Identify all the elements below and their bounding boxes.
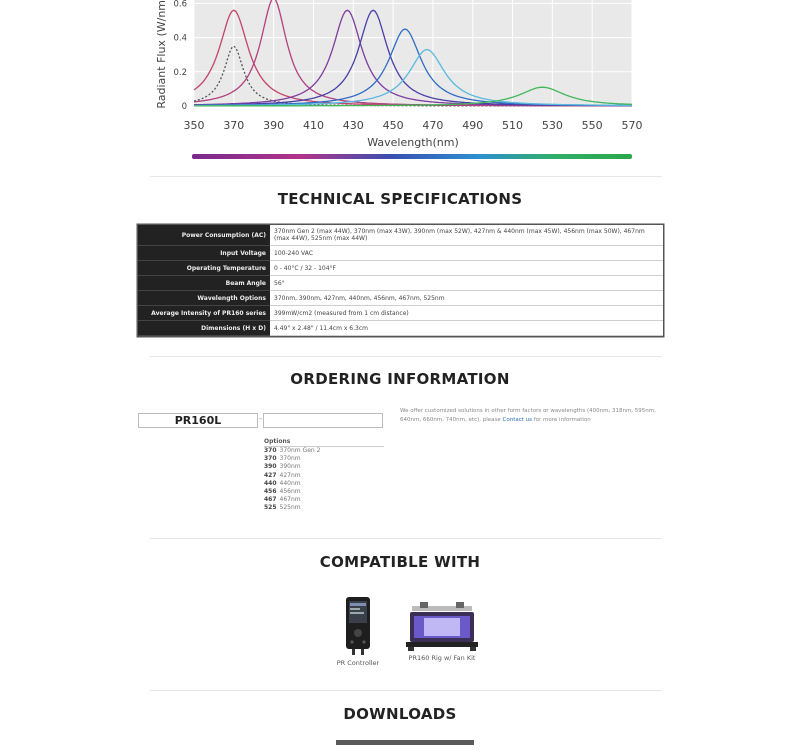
spec-value: 399mW/cm2 (measured from 1 cm distance)	[270, 306, 663, 321]
model-number-box: PR160L	[138, 413, 258, 428]
option-label: 525nm	[279, 504, 301, 512]
product-label: PR Controller	[336, 659, 380, 667]
spectrum-chart	[150, 0, 650, 160]
spec-key: Dimensions (H x D)	[138, 321, 270, 336]
option-label: 467nm	[279, 496, 301, 504]
spec-value: 370nm Gen 2 (max 44W), 370nm (max 43W), 390nm (max 52W), 427nm & 440nm (max 45W), 456nm (max 50W), 467nm (max 44W), 525nm (max 44W)	[270, 225, 663, 246]
option-item	[264, 480, 320, 488]
spec-key: Input Voltage	[138, 246, 270, 261]
y-tick-label: 0.6	[173, 0, 187, 10]
ordering-info-title: ORDERING INFORMATION	[290, 370, 510, 388]
spec-row	[138, 225, 663, 246]
note-text: We offer customized solutions in other form factors or wavelengths (400nm, 318nm, 595nm, 640nm, 660nm, 740nm, etc), please	[400, 408, 656, 423]
technical-specs-title: TECHNICAL SPECIFICATIONS	[277, 190, 523, 208]
x-tick-label: 530	[541, 119, 563, 132]
options-heading: Options	[264, 438, 291, 445]
option-item	[264, 496, 320, 504]
option-item	[264, 455, 320, 463]
option-select-box[interactable]	[263, 413, 383, 428]
x-tick-label: 350	[183, 119, 205, 132]
product-label: PR160 Rig w/ Fan Kit	[408, 654, 476, 662]
option-label: 440nm	[279, 479, 301, 487]
x-tick-label: 490	[462, 119, 484, 132]
divider	[150, 538, 662, 539]
x-tick-label: 390	[263, 119, 285, 132]
spec-value: 370nm, 390nm, 427nm, 440nm, 456nm, 467nm, 525nm	[270, 291, 663, 306]
x-tick-label: 430	[342, 119, 364, 132]
option-code: 427	[264, 471, 277, 479]
downloads-title: DOWNLOADS	[343, 705, 457, 723]
spec-row	[138, 246, 663, 261]
rig-image	[402, 600, 482, 652]
x-tick-label: 410	[302, 119, 324, 132]
spec-row	[138, 291, 663, 306]
option-item	[264, 463, 320, 471]
divider	[150, 356, 662, 357]
spec-row	[138, 276, 663, 291]
option-label: 370nm Gen 2	[279, 447, 321, 454]
option-label: 370nm	[279, 455, 301, 463]
spec-row	[138, 321, 663, 336]
product-pr-controller[interactable]	[330, 595, 386, 667]
x-axis-label: Wavelength(nm)	[367, 136, 459, 149]
x-tick-label: 510	[502, 119, 524, 132]
spec-key: Operating Temperature	[138, 261, 270, 276]
option-label: 427nm	[279, 471, 301, 479]
option-code: 440	[264, 479, 277, 487]
y-axis-label: Radiant Flux (W/nm	[155, 0, 168, 109]
spec-row	[138, 306, 663, 321]
spec-value: 56°	[270, 276, 663, 291]
x-tick-label: 470	[422, 119, 444, 132]
option-code: 456	[264, 488, 277, 496]
option-code: 390	[264, 463, 277, 471]
downloads-tab-bar[interactable]	[336, 740, 474, 745]
spec-key: Beam Angle	[138, 276, 270, 291]
x-tick-labels	[184, 119, 643, 132]
x-tick-label: 450	[382, 119, 404, 132]
custom-solutions-note	[400, 407, 668, 425]
option-item	[264, 488, 320, 496]
spec-value: 0 - 40°C / 32 - 104°F	[270, 261, 663, 276]
spec-key: Average Intensity of PR160 series	[138, 306, 270, 321]
product-pr160-rig[interactable]	[402, 600, 482, 662]
divider	[150, 690, 662, 691]
specs-table	[138, 225, 663, 336]
spec-key: Power Consumption (AC)	[138, 225, 270, 246]
y-tick-label: 0.2	[173, 67, 187, 78]
y-tick-labels	[173, 0, 187, 112]
option-item	[264, 472, 320, 480]
x-tick-label: 370	[223, 119, 245, 132]
option-code: 370	[264, 447, 277, 454]
contact-us-link[interactable]: Contact us	[502, 417, 532, 423]
option-code: 370	[264, 455, 277, 463]
option-label: 456nm	[279, 488, 301, 496]
spec-key: Wavelength Options	[138, 291, 270, 306]
spec-value: 100-240 VAC	[270, 246, 663, 261]
y-tick-label: 0	[181, 102, 187, 112]
compatible-with-title: COMPATIBLE WITH	[319, 553, 481, 571]
option-code: 467	[264, 496, 277, 504]
y-tick-label: 0.4	[173, 33, 187, 44]
spec-row	[138, 261, 663, 276]
option-item	[264, 447, 320, 455]
option-code: 525	[264, 504, 277, 512]
model-separator: -	[259, 414, 263, 424]
x-tick-label: 550	[581, 119, 603, 132]
note-text-end: for more information	[532, 417, 591, 423]
divider	[150, 176, 662, 177]
spectrum-color-bar	[192, 154, 632, 159]
x-tick-label: 570	[621, 119, 643, 132]
option-label: 390nm	[279, 463, 301, 471]
options-list	[264, 447, 320, 513]
option-item	[264, 504, 320, 512]
spec-value: 4.49" x 2.48" / 11.4cm x 6.3cm	[270, 321, 663, 336]
controller-image	[330, 595, 386, 657]
